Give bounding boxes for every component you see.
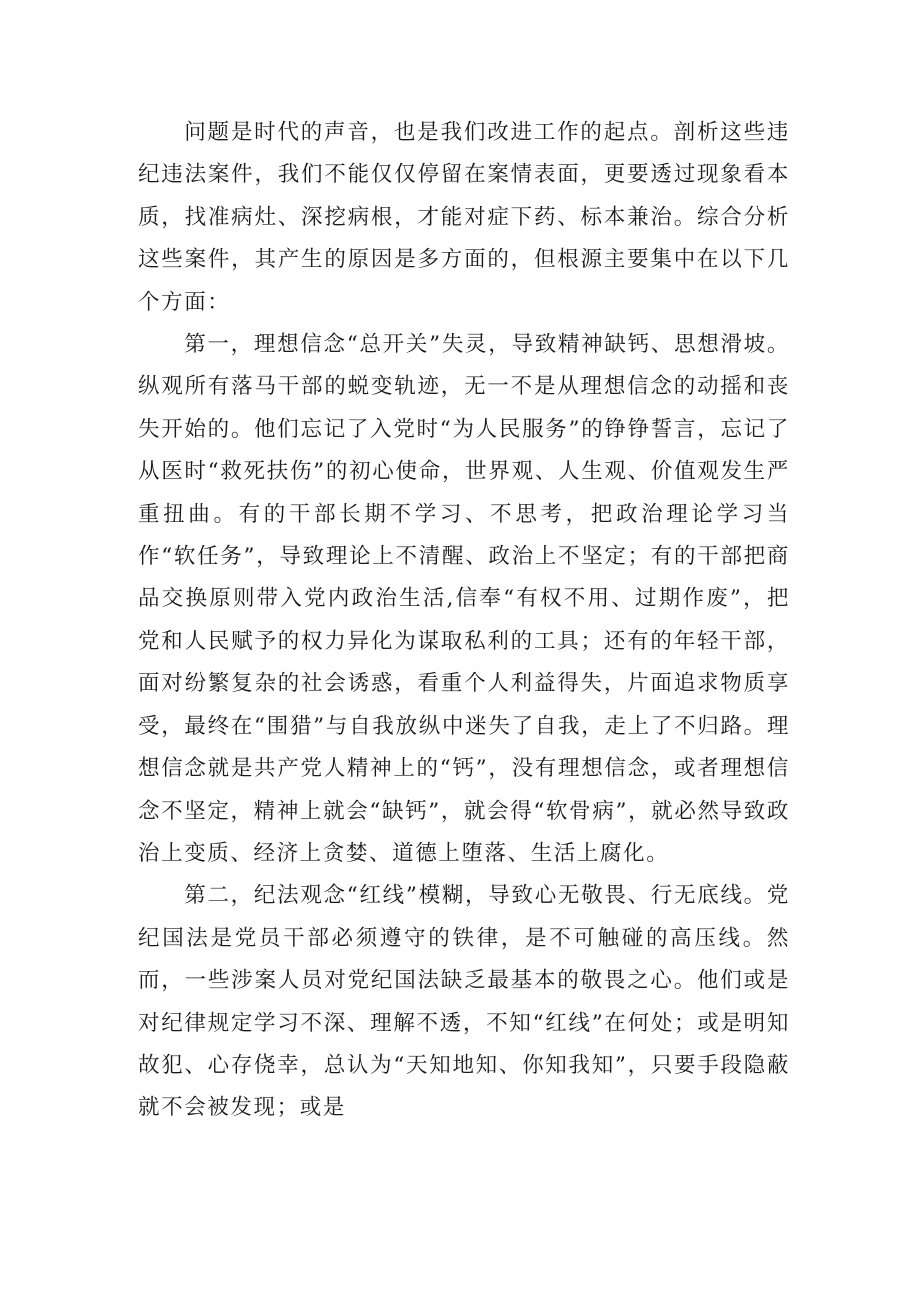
document-body [138,112,790,1130]
paragraph-intro: 问题是时代的声音，也是我们改进工作的起点。剖析这些违纪违法案件，我们不能仅仅停留在案情表面，更要透过现象看本质，找准病灶、深挖病根，才能对症下药、标本兼治。综合分析这些案件，其产生的原因是多方面的，但根源主要集中在以下几个方面： [138,120,790,315]
paragraph-first-cause: 第一，理想信念“总开关”失灵，导致精神缺钙、思想滑坡。纵观所有落马干部的蜕变轨迹，无一不是从理想信念的动摇和丧失开始的。他们忘记了入党时“为人民服务”的铮铮誓言，忘记了从医时“救死扶伤”的初心使命，世界观、人生观、价值观发生严重扭曲。有的干部长期不学习、不思考，把政治理论学习当作“软任务”，导致理论上不清醒、政治上不坚定；有的干部把商品交换原则带入党内政治生活,信奉“有权不用、过期作废”，把党和人民赋予的权力异化为谋取私利的工具；还有的年轻干部，面对纷繁复杂的社会诱惑，看重个人利益得失，片面追求物质享受，最终在“围猎”与自我放纵中迷失了自我，走上了不归路。理想信念就是共产党人精神上的“钙”，没有理想信念，或者理想信念不坚定，精神上就会“缺钙”，就会得“软骨病”，就必然导致政治上变质、经济上贪婪、道德上堕落、生活上腐化。 [138,332,790,866]
paragraph-second-cause: 第二，纪法观念“红线”模糊，导致心无敬畏、行无底线。党纪国法是党员干部必须遵守的铁律，是不可触碰的高压线。然而，一些涉案人员对党纪国法缺乏最基本的敬畏之心。他们或是对纪律规定学习不深、理解不透，不知“红线”在何处；或是明知故犯、心存侥幸，总认为“天知地知、你知我知”，只要手段隐蔽就不会被发现；或是 [138,883,790,1121]
